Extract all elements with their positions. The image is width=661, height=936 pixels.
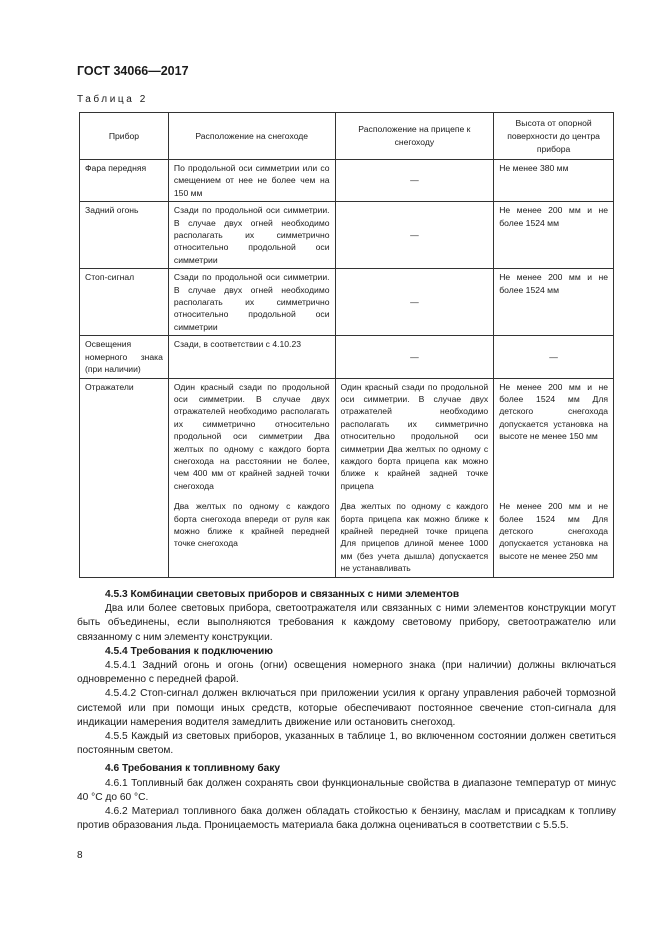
body-text <box>77 588 616 833</box>
snowmobile-cell: Сзади по продольной оси симметрии. В случае двух огней необходимо располагать их симметрично относительно продольной оси симметрии <box>168 202 335 269</box>
table-row <box>80 378 614 498</box>
column-header: Расположение на снегоходе <box>168 113 335 160</box>
column-header: Прибор <box>80 113 169 160</box>
table-row <box>80 202 614 269</box>
lighting-table <box>79 112 614 578</box>
snowmobile-cell: По продольной оси симметрии или со смещением от нее не более чем на 150 мм <box>168 160 335 202</box>
table-row <box>80 160 614 202</box>
column-header: Расположение на прицепе к снегоходу <box>335 113 494 160</box>
height-cell: Не менее 200 мм и не более 1524 мм <box>494 202 614 269</box>
section-heading: 4.5.4 Требования к подключению <box>105 645 273 657</box>
section-heading: 4.5.3 Комбинации световых приборов и связанных с ними элементов <box>105 589 460 600</box>
trailer-cell: — <box>335 160 494 202</box>
device-cell: Освещения номерного знака (при наличии) <box>80 336 169 378</box>
snowmobile-cell: Один красный сзади по продольной оси симметрии. В случае двух отражателей необходимо располагать их симметрично относительно продольной оси симметрии Два желтых по одному с каждого борта снегохода на расстоянии не более, чем 400 мм от крайней задней точки снегохода <box>168 378 335 498</box>
paragraph: 4.5.4.2 Стоп-сигнал должен включаться при приложении усилия к органу управления рабочей тормозной системой или при помощи иных средств, которые обеспечивают постоянное свечение стоп-сигнала для индикации намерения водителя замедлить движение или остановить снегоход. <box>77 688 616 728</box>
paragraph: 4.5.5 Каждый из световых приборов, указанных в таблице 1, во включенном состоянии должен светиться постоянным светом. <box>77 731 616 757</box>
device-cell: Стоп-сигнал <box>80 269 169 336</box>
snowmobile-cell: Сзади по продольной оси симметрии. В случае двух огней необходимо располагать их симметрично относительно продольной оси симметрии <box>168 269 335 336</box>
section-heading: 4.6 Требования к топливному баку <box>105 763 281 775</box>
table-row <box>80 336 614 378</box>
paragraph: 4.6.2 Материал топливного бака должен обладать стойкостью к бензину, маслам и присадкам к топливу против образования льда. Проницаемость материала бака должна оцениваться в соответствии с 5.5.5. <box>77 806 616 832</box>
trailer-cell: — <box>335 269 494 336</box>
snowmobile-cell: Сзади, в соответствии с 4.10.23 <box>168 336 335 378</box>
device-cell: Фара передняя <box>80 160 169 202</box>
snowmobile-cell: Два желтых по одному с каждого борта снегохода впереди от руля как можно ближе к крайней передней точке снегохода <box>168 498 335 577</box>
device-cell: Задний огонь <box>80 202 169 269</box>
table-caption: Таблица 2 <box>77 94 148 105</box>
trailer-cell: — <box>335 336 494 378</box>
document-code: ГОСТ 34066—2017 <box>77 64 189 78</box>
column-header: Высота от опорной поверхности до центра прибора <box>494 113 614 160</box>
paragraph: Два или более световых прибора, светоотражателя или связанных с ними элементов конструкции могут быть объединены, если выполняются требования к каждому световому прибору, светоотражателю или связанному с ним элементу конструкции. <box>77 603 616 643</box>
height-cell: Не менее 200 мм и не более 1524 мм <box>494 269 614 336</box>
height-cell: Не менее 200 мм и не более 1524 мм Для детского снегохода допускается установка на высоте не менее 250 мм <box>494 498 614 577</box>
page-number: 8 <box>77 850 83 861</box>
trailer-cell: — <box>335 202 494 269</box>
height-cell: — <box>494 336 614 378</box>
table-row <box>80 269 614 336</box>
trailer-cell: Два желтых по одному с каждого борта прицепа как можно ближе к крайней передней точке прицепа Для прицепов длиной менее 1000 мм (без учета дышла) допускается не устанавливать <box>335 498 494 577</box>
paragraph: 4.6.1 Топливный бак должен сохранять свои функциональные свойства в диапазоне температур от минус 40 °С до 60 °С. <box>77 777 616 803</box>
height-cell: Не менее 380 мм <box>494 160 614 202</box>
paragraph: 4.5.4.1 Задний огонь и огонь (огни) освещения номерного знака (при наличии) должны включаться одновременно с передней фарой. <box>77 660 616 686</box>
device-cell: Отражатели <box>80 378 169 577</box>
trailer-cell: Один красный сзади по продольной оси симметрии. В случае двух отражателей необходимо располагать их симметрично относительно продольной оси симметрии Два желтых по одному с каждого борта прицепа как можно ближе к крайней задней точке прицепа <box>335 378 494 498</box>
height-cell: Не менее 200 мм и не более 1524 мм Для детского снегохода допускается установка на высоте не менее 150 мм <box>494 378 614 498</box>
